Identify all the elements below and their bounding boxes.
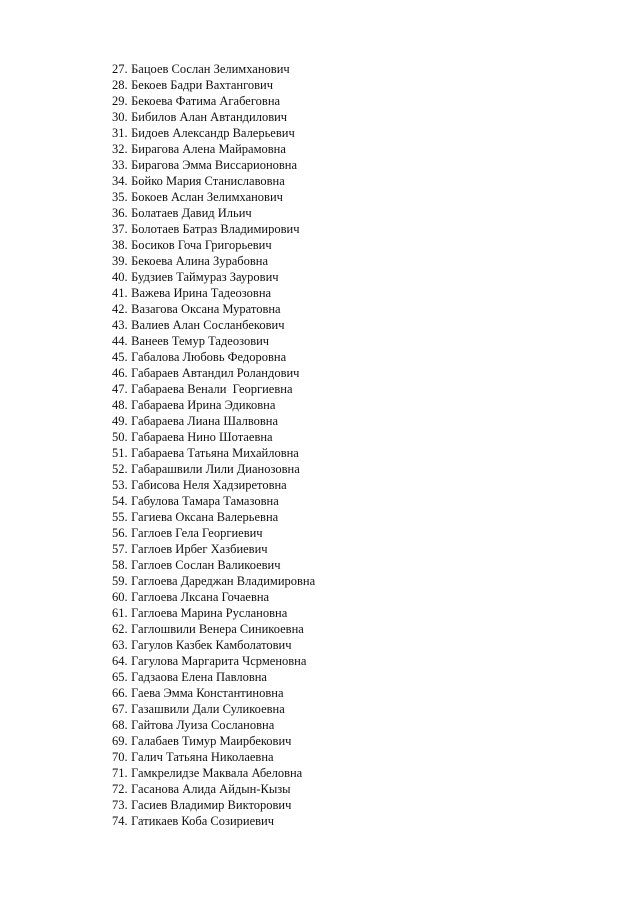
entry-name: Габараев Автандил Роландович: [131, 366, 300, 380]
list-item: [112, 445, 315, 461]
list-item: [112, 125, 315, 141]
entry-name: Гаглоев Ирбег Хазбиевич: [131, 542, 268, 556]
entry-name: Габалова Любовь Федоровна: [131, 350, 287, 364]
entry-name: Габараева Татьяна Михайловна: [131, 446, 299, 460]
list-item: [112, 333, 315, 349]
entry-number: 71.: [112, 766, 128, 780]
entry-name: Будзиев Таймураз Заурович: [131, 270, 279, 284]
entry-number: 67.: [112, 702, 128, 716]
entry-number: 56.: [112, 526, 128, 540]
entry-number: 51.: [112, 446, 128, 460]
entry-number: 29.: [112, 94, 128, 108]
entry-name: Гаглоев Гела Георгиевич: [131, 526, 263, 540]
name-list: [112, 61, 315, 829]
entry-number: 61.: [112, 606, 128, 620]
entry-name: Валиев Алан Сосланбекович: [131, 318, 285, 332]
list-item: [112, 701, 315, 717]
list-item: [112, 285, 315, 301]
entry-number: 52.: [112, 462, 128, 476]
list-item: [112, 429, 315, 445]
list-item: [112, 573, 315, 589]
list-item: [112, 797, 315, 813]
entry-number: 36.: [112, 206, 128, 220]
entry-name: Гагулов Казбек Камболатович: [131, 638, 292, 652]
entry-number: 47.: [112, 382, 128, 396]
entry-number: 66.: [112, 686, 128, 700]
list-item: [112, 61, 315, 77]
entry-number: 57.: [112, 542, 128, 556]
entry-name: Бацоев Сослан Зелимханович: [131, 62, 290, 76]
entry-name: Габулова Тамара Тамазовна: [131, 494, 279, 508]
entry-name: Габараева Лиана Шалвовна: [131, 414, 279, 428]
list-item: [112, 253, 315, 269]
entry-number: 59.: [112, 574, 128, 588]
entry-name: Бокоев Аслан Зелимханович: [131, 190, 283, 204]
entry-number: 73.: [112, 798, 128, 812]
entry-number: 45.: [112, 350, 128, 364]
entry-name: Бекоева Алина Зурабовна: [131, 254, 269, 268]
entry-name: Габараева Нино Шотаевна: [131, 430, 273, 444]
entry-name: Галич Татьяна Николаевна: [131, 750, 274, 764]
list-item: [112, 477, 315, 493]
entry-name: Гамкрелидзе Маквала Абеловна: [131, 766, 303, 780]
list-item: [112, 381, 315, 397]
list-item: [112, 397, 315, 413]
entry-number: 42.: [112, 302, 128, 316]
entry-number: 35.: [112, 190, 128, 204]
entry-number: 64.: [112, 654, 128, 668]
list-item: [112, 525, 315, 541]
list-item: [112, 317, 315, 333]
list-item: [112, 749, 315, 765]
entry-name: Габараева Ирина Эдиковна: [131, 398, 276, 412]
entry-number: 55.: [112, 510, 128, 524]
list-item: [112, 93, 315, 109]
list-item: [112, 173, 315, 189]
entry-name: Ванеев Темур Тадеозович: [131, 334, 270, 348]
entry-name: Гайтова Луиза Сослановна: [131, 718, 275, 732]
entry-name: Гатикаев Коба Созириевич: [131, 814, 275, 828]
entry-number: 28.: [112, 78, 128, 92]
entry-name: Габарашвили Лили Дианозовна: [131, 462, 300, 476]
entry-name: Гасиев Владимир Викторович: [131, 798, 292, 812]
list-item: [112, 557, 315, 573]
list-item: [112, 205, 315, 221]
entry-number: 72.: [112, 782, 128, 796]
entry-name: Газашвили Дали Суликоевна: [131, 702, 285, 716]
entry-name: Бибилов Алан Автандилович: [131, 110, 288, 124]
entry-name: Важева Ирина Тадеозовна: [131, 286, 272, 300]
entry-number: 33.: [112, 158, 128, 172]
entry-name: Болотаев Батраз Владимирович: [131, 222, 300, 236]
entry-number: 44.: [112, 334, 128, 348]
list-item: [112, 189, 315, 205]
list-item: [112, 157, 315, 173]
entry-name: Гаглоев Сослан Валикоевич: [131, 558, 281, 572]
entry-name: Галабаев Тимур Маирбекович: [131, 734, 292, 748]
entry-name: Бирагова Эмма Виссарионовна: [131, 158, 298, 172]
entry-name: Гаглоева Дареджан Владимировна: [131, 574, 316, 588]
entry-number: 65.: [112, 670, 128, 684]
entry-number: 40.: [112, 270, 128, 284]
list-item: [112, 813, 315, 829]
entry-number: 30.: [112, 110, 128, 124]
list-item: [112, 589, 315, 605]
entry-number: 43.: [112, 318, 128, 332]
entry-name: Бирагова Алена Майрамовна: [131, 142, 286, 156]
entry-name: Босиков Гоча Григорьевич: [131, 238, 272, 252]
list-item: [112, 765, 315, 781]
entry-name: Гаглоева Лксана Гочаевна: [131, 590, 270, 604]
entry-name: Габараева Венали Георгиевна: [131, 382, 293, 396]
list-item: [112, 653, 315, 669]
entry-name: Габисова Неля Хадзиретовна: [131, 478, 287, 492]
list-item: [112, 109, 315, 125]
list-item: [112, 237, 315, 253]
entry-name: Гадзаова Елена Павловна: [131, 670, 267, 684]
entry-number: 60.: [112, 590, 128, 604]
entry-name: Гагиева Оксана Валерьевна: [131, 510, 279, 524]
list-item: [112, 493, 315, 509]
list-item: [112, 269, 315, 285]
entry-number: 74.: [112, 814, 128, 828]
list-item: [112, 141, 315, 157]
list-item: [112, 413, 315, 429]
entry-name: Болатаев Давид Ильич: [131, 206, 252, 220]
list-item: [112, 77, 315, 93]
entry-number: 63.: [112, 638, 128, 652]
entry-number: 37.: [112, 222, 128, 236]
list-item: [112, 621, 315, 637]
entry-number: 53.: [112, 478, 128, 492]
entry-number: 48.: [112, 398, 128, 412]
entry-number: 31.: [112, 126, 128, 140]
entry-number: 34.: [112, 174, 128, 188]
entry-number: 62.: [112, 622, 128, 636]
list-item: [112, 541, 315, 557]
entry-name: Бекоева Фатима Агабеговна: [131, 94, 281, 108]
entry-number: 38.: [112, 238, 128, 252]
entry-number: 41.: [112, 286, 128, 300]
entry-number: 32.: [112, 142, 128, 156]
entry-number: 27.: [112, 62, 128, 76]
entry-name: Бойко Мария Станиславовна: [131, 174, 285, 188]
entry-number: 58.: [112, 558, 128, 572]
entry-number: 49.: [112, 414, 128, 428]
entry-number: 50.: [112, 430, 128, 444]
list-item: [112, 733, 315, 749]
list-item: [112, 461, 315, 477]
list-item: [112, 781, 315, 797]
entry-name: Бекоев Бадри Вахтангович: [131, 78, 274, 92]
list-item: [112, 605, 315, 621]
list-item: [112, 685, 315, 701]
entry-name: Гаева Эмма Константиновна: [131, 686, 284, 700]
entry-number: 68.: [112, 718, 128, 732]
entry-number: 69.: [112, 734, 128, 748]
entry-number: 70.: [112, 750, 128, 764]
entry-number: 54.: [112, 494, 128, 508]
list-item: [112, 301, 315, 317]
list-item: [112, 349, 315, 365]
entry-number: 39.: [112, 254, 128, 268]
entry-name: Гагулова Маргарита Чсрменовна: [131, 654, 307, 668]
list-item: [112, 365, 315, 381]
entry-name: Гасанова Алида Айдын-Кызы: [131, 782, 291, 796]
entry-name: Гаглошвили Венера Синикоевна: [131, 622, 304, 636]
list-item: [112, 717, 315, 733]
entry-name: Бидоев Александр Валерьевич: [131, 126, 295, 140]
list-item: [112, 221, 315, 237]
entry-name: Вазагова Оксана Муратовна: [131, 302, 281, 316]
entry-name: Гаглоева Марина Руслановна: [131, 606, 288, 620]
entry-number: 46.: [112, 366, 128, 380]
list-item: [112, 637, 315, 653]
list-item: [112, 509, 315, 525]
list-item: [112, 669, 315, 685]
